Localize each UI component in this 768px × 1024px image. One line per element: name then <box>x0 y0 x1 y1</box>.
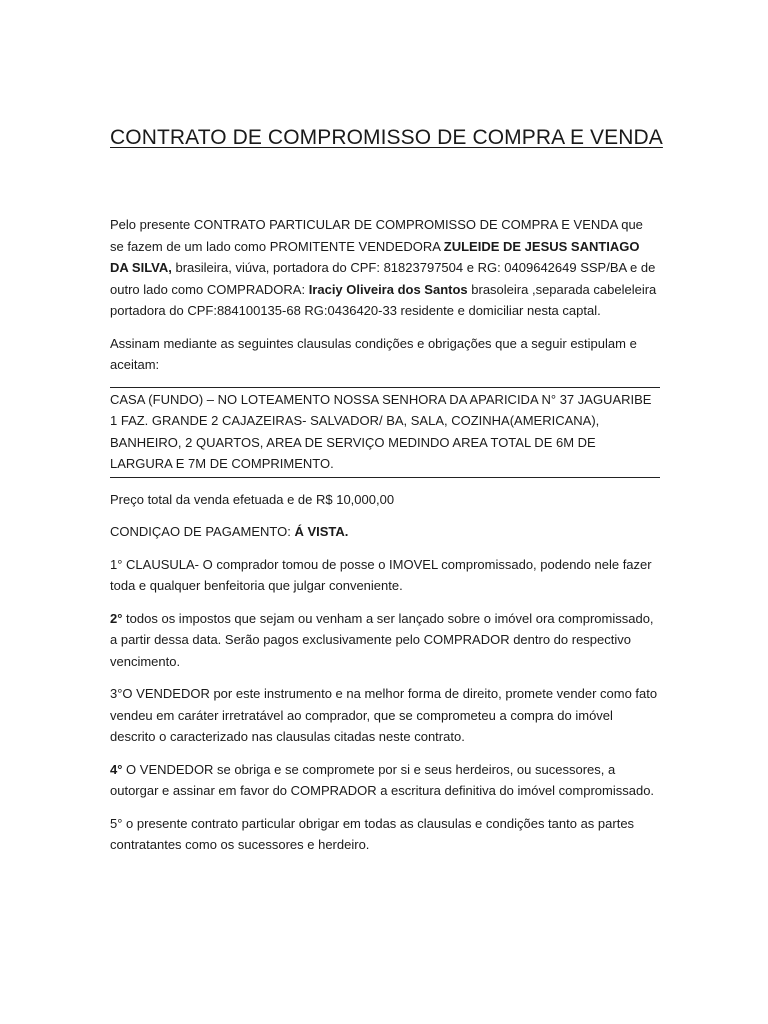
clause-4-text: O VENDEDOR se obriga e se compromete por si e seus herdeiros, ou sucessores, a outorgar e assinar em favor do COMPRADOR a escritura definitiva do imóvel compromissado. <box>110 761 655 798</box>
intro-text-a: Pelo presente CONTRATO PARTICULAR DE COMPROMISSO DE COMPRA E VENDA que se fazem de um lado como PROMITENTE VENDEDORA <box>110 217 643 254</box>
seller-name: ZULEIDE DE JESUS SANTIAGO DA SILVA, <box>110 238 640 275</box>
payment-condition <box>110 521 660 543</box>
clause-3: 3°O VENDEDOR por este instrumento e na melhor forma de direito, promete vender como fato vendeu em caráter irretratável ao comprador, que se comprometeu a compra do imóvel descrito o caracterizado nas clausulas citadas neste contrato. <box>110 686 658 744</box>
clause-4 <box>110 759 660 802</box>
clause-4-number: 4° <box>110 761 123 777</box>
document-title: CONTRATO DE COMPROMISSO DE COMPRA E VENDA <box>110 126 663 149</box>
price-paragraph: Preço total da venda efetuada e de R$ 10,000,00 <box>110 491 395 507</box>
document-body <box>110 214 660 867</box>
payment-value: Á VISTA. <box>294 524 349 539</box>
clause-5: 5° o presente contrato particular obrigar em todas as clausulas e condições tanto as partes contratantes como os sucessores e herdeiro. <box>110 815 635 852</box>
assinam-paragraph: Assinam mediante as seguintes clausulas condições e obrigações que a seguir estipulam e aceitam: <box>110 335 637 372</box>
buyer-name: Iraciy Oliveira dos Santos <box>308 281 468 297</box>
clause-1: 1° CLAUSULA- O comprador tomou de posse o IMOVEL compromissado, podendo nele fazer toda e qualquer benfeitoria que julgar conveniente. <box>110 556 652 593</box>
intro-paragraph <box>110 214 660 322</box>
clause-2-number: 2° <box>110 610 123 626</box>
clause-2 <box>110 608 660 673</box>
intro-text-b: brasileira, viúva, portadora do CPF: 81823797504 e RG: 0409642649 SSP/BA e de outro lado como COMPRADORA: <box>110 260 656 297</box>
payment-label: CONDIÇAO DE PAGAMENTO: <box>110 524 295 539</box>
intro-text-c: brasoleira ,separada cabeleleira portadora do CPF:884100135-68 RG:0436420-33 residente e domiciliar nesta captal. <box>110 281 657 318</box>
property-description: CASA (FUNDO) – NO LOTEAMENTO NOSSA SENHORA DA APARICIDA N° 37 JAGUARIBE 1 FAZ. GRANDE 2 CAJAZEIRAS- SALVADOR/ BA, SALA, COZINHA(AMERICANA), BANHEIRO, 2 QUARTOS, AREA DE SERVIÇO MEDINDO AREA TOTAL DE 6M DE LARGURA E 7M DE COMPRIMENTO. <box>110 387 660 478</box>
clause-2-text: todos os impostos que sejam ou venham a ser lançado sobre o imóvel ora compromissado, a partir dessa data. Serão pagos exclusivamente pelo COMPRADOR dentro do respectivo vencimento. <box>110 610 654 669</box>
